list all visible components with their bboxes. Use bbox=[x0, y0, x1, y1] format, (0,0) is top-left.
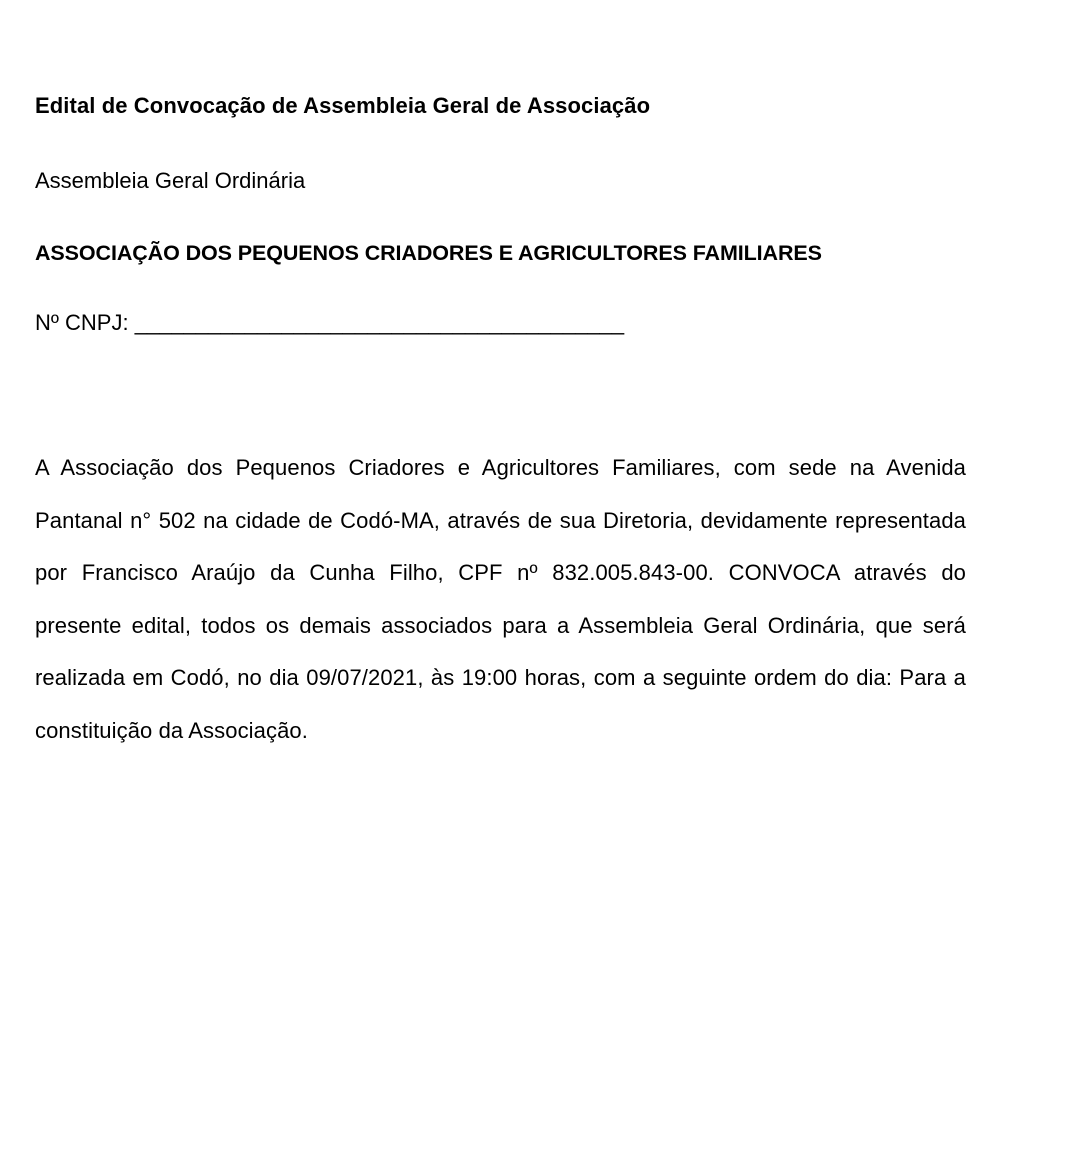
document-title: Edital de Convocação de Assembleia Geral de Associação bbox=[35, 93, 651, 118]
cnpj-line bbox=[35, 310, 966, 336]
body-paragraph: A Associação dos Pequenos Criadores e Agricultores Familiares, com sede na Avenida Pantanal n° 502 na cidade de Codó-MA, através de sua Diretoria, devidamente representada por Francisco Araújo da Cunha Filho, CPF nº 832.005.843-00. CONVOCA através do presente edital, todos os demais associados para a Assembleia Geral Ordinária, que será realizada em Codó, no dia 09/07/2021, às 19:00 horas, com a seguinte ordem do dia: Para a constituição da Associação. bbox=[35, 455, 966, 743]
association-name: ASSOCIAÇÃO DOS PEQUENOS CRIADORES E AGRICULTORES FAMILIARES bbox=[35, 241, 822, 265]
document-subtitle: Assembleia Geral Ordinária bbox=[35, 168, 306, 193]
cnpj-label: Nº CNPJ: bbox=[35, 310, 129, 335]
cnpj-blank-line: ________________________________________ bbox=[134, 310, 625, 335]
